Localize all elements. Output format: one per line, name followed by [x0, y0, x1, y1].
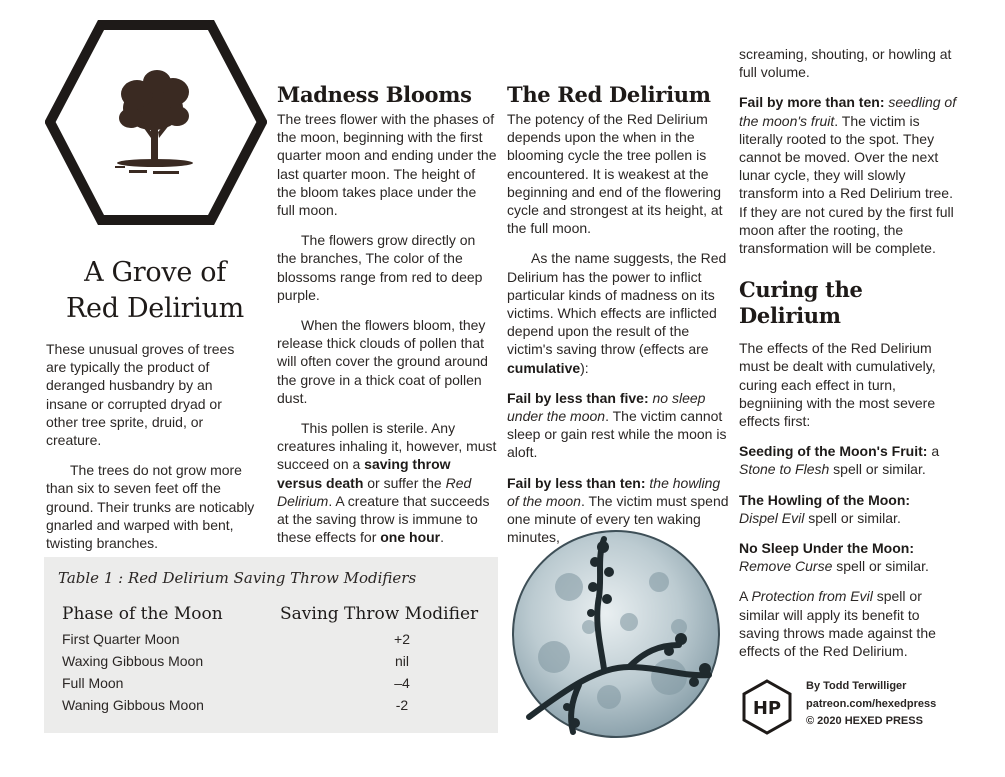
cure-label: Seeding of the Moon's Fruit — [739, 443, 923, 460]
curing-final — [739, 587, 959, 660]
row-phase: Waning Gibbous Moon — [62, 697, 204, 713]
saving-throw-table — [44, 557, 498, 733]
curing-paragraph-1: The effects of the Red Delirium must be dealt with cumulatively, curing each effect in turn, begniining with the most severe effects first: — [739, 340, 936, 430]
text-run: or suffer the — [363, 474, 446, 491]
spell-name: Stone to Flesh — [739, 461, 830, 478]
credits-block — [806, 678, 966, 731]
table-row — [62, 697, 482, 719]
madness-paragraph-2: The flowers grow directly on the branches, The color of the blossoms range from red to deep purple. — [277, 232, 483, 303]
madness-paragraph-3: When the flowers bloom, they release thick clouds of pollen that will often cover the ground around the grove in a thick coat of pollen dust. — [277, 317, 488, 406]
text-run: spell or similar. — [804, 509, 901, 526]
madness-paragraph-4 — [277, 419, 497, 546]
text-run: spell or similar. — [829, 461, 926, 478]
cumulative-bold: cumulative — [507, 359, 581, 376]
cure-howling: The Howling of the Moon: Dispel Evil spell or similar. — [739, 491, 911, 526]
delirium-paragraph-1: The potency of the Red Delirium depends upon the when in the blooming cycle the tree pollen is encountered. It is weakest at the beginning and end of the flowering cycle and strongest at its height, at the full moon. — [507, 111, 723, 237]
intro-paragraph-2: The trees do not grow more than six to seven feet off the ground. Their trunks are noticably gnarled and warped with bent, twisting branches. — [46, 462, 255, 552]
text-run: ): — [580, 359, 589, 376]
one-hour-bold: one hour — [380, 529, 441, 546]
spell-name: Protection from Evil — [751, 588, 873, 605]
effect-continued: screaming, shouting, or howling at full volume. — [739, 46, 952, 81]
title-line-2: Red Delirium — [65, 293, 244, 324]
spell-name: Dispel Evil — [739, 509, 805, 526]
text-run: spell or similar will apply its benefit to saving throws made against the effects of the Red Delirium. — [739, 588, 936, 660]
effect-fail-less-ten: Fail by less than ten: the howling of the moon. The victim must spend one minute of every ten waking minutes, — [507, 474, 729, 546]
text-run: . A creature that succeeds at the saving throw is immune to these effects for — [277, 492, 490, 546]
table-caption: Table 1 : Red Delirium Saving Throw Modifiers — [58, 569, 417, 587]
effect-text: . The victim must spend one minute of every ten waking minutes, — [507, 492, 729, 546]
row-phase: Waxing Gibbous Moon — [62, 653, 204, 669]
effect-fail-less-five: Fail by less than five: no sleep under the moon. The victim cannot sleep or gain rest while the moon is aloft. — [507, 389, 727, 461]
curing-column — [739, 45, 959, 672]
madness-blooms-column — [277, 82, 497, 558]
cure-label: The Howling of the Moon — [739, 491, 906, 508]
badge-text: HP — [752, 698, 782, 719]
text-run: This pollen is sterile. Any creatures inhaling it, however, must succeed on a — [277, 420, 497, 473]
row-modifier: -2 — [395, 697, 409, 713]
saving-throw-bold: saving throw versus death — [277, 456, 451, 491]
spell-name: Remove Curse — [739, 558, 833, 575]
effect-fail-more-ten: Fail by more than ten: seedling of the moon's fruit. The victim is literally rooted to the spot. They cannot be moved. Over the next lunar cycle, they will slowly transform into a Red Delirium tree. If they are not cured by the first full moon after the rooting, the transformation will be complete. — [739, 94, 957, 257]
effect-label: Fail by less than ten — [507, 474, 641, 491]
effect-label: Fail by more than ten — [739, 94, 880, 111]
intro-column — [46, 340, 256, 564]
author-credit: By Todd Terwilliger — [806, 680, 907, 692]
delirium-paragraph-2 — [507, 249, 729, 376]
cure-no-sleep: No Sleep Under the Moon: Remove Curse spell or similar. — [739, 540, 929, 575]
red-delirium-heading: The Red Delirium — [507, 82, 711, 107]
text-run: As the name suggests, the Red Delirium has the power to inflict particular kinds of madness on its victims. Which effects are inflicted depend upon the result of the victim's saving throw (effects are — [507, 250, 727, 358]
hex-tree-logo — [45, 20, 267, 225]
effect-text: . The victim cannot sleep or gain rest while the moon is aloft. — [507, 408, 727, 461]
patreon-link[interactable]: patreon.com/hexedpress — [806, 697, 937, 710]
effect-label: Fail by less than five — [507, 389, 644, 406]
hexed-press-badge — [741, 678, 793, 736]
row-modifier: –4 — [394, 675, 410, 691]
madness-paragraph-1: The trees flower with the phases of the moon, beginning with the first quarter moon and ending under the last quarter moon. The height of the bloom takes place under the full moon. — [277, 111, 497, 219]
table-row — [62, 653, 482, 675]
text-run: spell or similar. — [832, 558, 929, 575]
curing-heading: Curing the Delirium — [739, 277, 863, 329]
cure-seeding: Seeding of the Moon's Fruit: a Stone to Flesh spell or similar. — [739, 443, 940, 478]
red-delirium-italic: Red Delirium — [277, 474, 472, 509]
row-modifier: +2 — [394, 631, 410, 647]
table-header-modifier: Saving Throw Modifier — [280, 604, 479, 624]
madness-blooms-heading: Madness Blooms — [277, 82, 472, 107]
effect-name: the howling of the moon — [507, 474, 721, 509]
table-row — [62, 631, 482, 653]
page-title — [44, 255, 266, 327]
text-run: A — [739, 588, 752, 605]
effect-name: no sleep under the moon — [507, 389, 706, 425]
moon-branch-illustration — [509, 527, 723, 741]
intro-paragraph-1: These unusual groves of trees are typically the product of deranged husbandry by an insane or corrupted dryad or other tree sprite, druid, or creature. — [46, 341, 235, 449]
title-line-1: A Grove of — [84, 257, 226, 288]
table-header-phase: Phase of the Moon — [62, 604, 223, 624]
row-phase: Full Moon — [62, 675, 124, 691]
table-row — [62, 675, 482, 697]
tree-icon — [115, 70, 193, 174]
row-modifier: nil — [394, 653, 409, 669]
red-delirium-column — [507, 82, 729, 558]
cure-label: No Sleep Under the Moon — [739, 540, 910, 557]
copyright: © 2020 HEXED PRESS — [806, 715, 923, 727]
row-phase: First Quarter Moon — [62, 631, 180, 647]
text-run: a — [931, 443, 940, 460]
effect-text: . The victim is literally rooted to the spot. They cannot be moved. Over the next lunar cycle, they will slowly transform into a Red Delirium tree. If they are not cured by the first full moon after the rooting, the transformation will be complete. — [739, 112, 954, 257]
text-run: . — [440, 529, 445, 546]
effect-name: seedling of the moon's fruit — [739, 94, 957, 129]
